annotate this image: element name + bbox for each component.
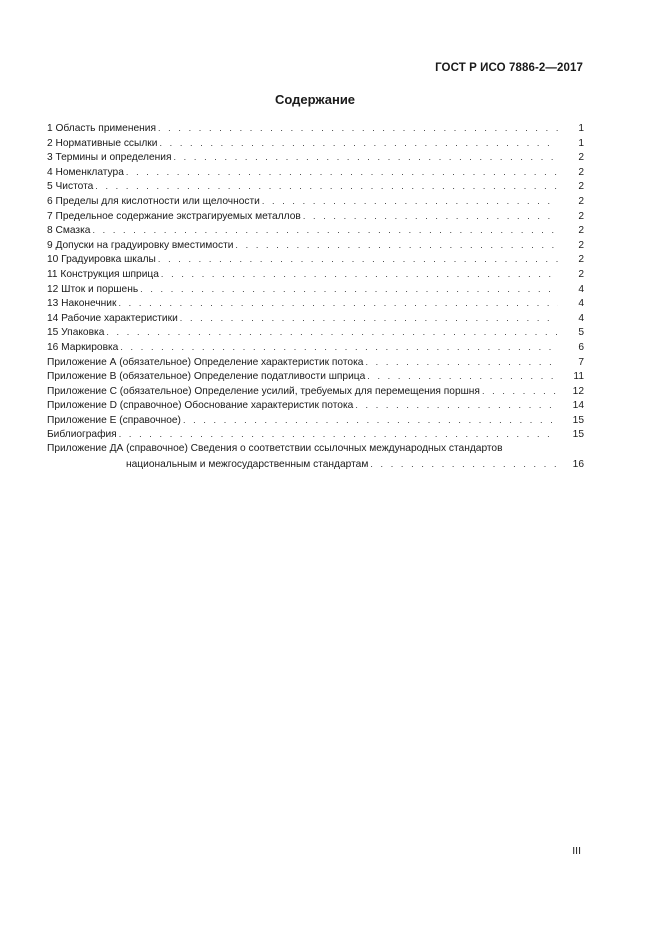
toc-entry-page: 2 (578, 225, 584, 237)
toc-entry (47, 179, 584, 194)
toc-entry-page: 1 (578, 123, 584, 134)
toc-entry-page: 1 (578, 137, 584, 149)
toc-leader-dots (262, 194, 558, 209)
toc-entry-title: 14 Рабочие характеристики (47, 312, 178, 324)
toc-entry-title: 13 Наконечник (47, 298, 117, 310)
toc-leader-dots (106, 325, 558, 340)
toc-entry-page: 2 (578, 152, 584, 164)
toc-entry-page: 16 (572, 458, 584, 470)
toc-leader-dots (482, 384, 558, 399)
toc-leader-dots (355, 398, 558, 413)
toc-entry-title: 9 Допуски на градуировку вместимости (47, 239, 234, 251)
toc-leader-dots (120, 340, 558, 355)
toc-entry (47, 398, 584, 413)
toc-entry-title: Приложение ДА (справочное) Сведения о соответствии ссылочных международных стандартов (47, 443, 503, 455)
toc-entry-title: 8 Смазка (47, 225, 91, 237)
toc-leader-dots (303, 209, 558, 224)
toc-entry-page: 6 (578, 341, 584, 353)
toc-entry (47, 325, 584, 340)
toc-entry-page: 11 (573, 371, 584, 383)
toc-entry-title: национальным и межгосударственным стандартам (126, 458, 369, 470)
toc-entry (47, 209, 584, 224)
toc-entry-title: 5 Чистота (47, 181, 94, 193)
toc-entry-page: 2 (578, 181, 584, 193)
toc-entry-page: 14 (572, 400, 584, 412)
toc-entry (47, 194, 584, 209)
toc-entry-title: Приложение А (обязательное) Определение характеристик потока (47, 356, 364, 368)
toc-leader-dots (126, 165, 558, 180)
toc-entry-title: 6 Пределы для кислотности или щелочности (47, 195, 260, 207)
toc-entry-annex-da-line1 (47, 442, 584, 457)
toc-entry-title: Приложение D (справочное) Обоснование характеристик потока (47, 400, 354, 412)
toc-entry-page: 2 (578, 254, 584, 266)
toc-entry (47, 136, 584, 151)
toc-leader-dots (235, 238, 558, 253)
toc-entry-title: 2 Нормативные ссылки (47, 137, 158, 149)
toc-entry-title: 11 Конструкция шприца (47, 268, 159, 280)
toc-entry-title: Приложение С (обязательное) Определение усилий, требуемых для перемещения поршня (47, 385, 480, 397)
toc-entry-page: 2 (578, 239, 584, 251)
toc-leader-dots (95, 179, 558, 194)
toc-entry (47, 311, 584, 326)
toc-entry-title: 7 Предельное содержание экстрагируемых металлов (47, 210, 301, 222)
toc-entry-title: 1 Область применения (47, 123, 156, 134)
toc-entry-page: 15 (572, 429, 584, 441)
toc-entry-page: 15 (572, 414, 584, 426)
page-number: III (572, 845, 581, 857)
toc-leader-dots (365, 355, 558, 370)
toc-leader-dots (119, 427, 558, 442)
toc-leader-dots (140, 282, 558, 297)
toc-entry-page: 12 (572, 385, 584, 397)
toc-entry-page: 2 (578, 166, 584, 178)
toc-entry (47, 355, 584, 370)
toc-entry-page: 2 (578, 195, 584, 207)
toc-entry-title: 16 Маркировка (47, 341, 119, 353)
toc-entry-title: Библиография (47, 429, 117, 441)
toc-entry-page: 4 (578, 283, 584, 295)
toc-entry (47, 252, 584, 267)
toc-entry (47, 223, 584, 238)
toc-entry-page: 2 (578, 268, 584, 280)
toc-entry (47, 384, 584, 399)
toc-leader-dots (173, 150, 558, 165)
toc-entry-page: 7 (578, 356, 584, 368)
toc-entry-title: 12 Шток и поршень (47, 283, 139, 295)
toc-entry (47, 165, 584, 180)
toc-entry-page: 4 (578, 298, 584, 310)
toc-entry-title: Приложение В (обязательное) Определение податливости шприца (47, 371, 366, 383)
page-title: Содержание (274, 92, 356, 107)
toc-leader-dots (158, 121, 558, 136)
toc-leader-dots (183, 413, 558, 428)
toc-entry (47, 413, 584, 428)
toc-entry-page: 2 (578, 210, 584, 222)
toc-entry (47, 296, 584, 311)
toc-entry-page: 4 (578, 312, 584, 324)
toc-entry (47, 267, 584, 282)
toc-entry (47, 340, 584, 355)
toc-leader-dots (158, 252, 558, 267)
toc-entry-title: Приложение Е (справочное) (47, 414, 181, 426)
toc-leader-dots (367, 369, 558, 384)
toc-entry-title: 15 Упаковка (47, 327, 105, 339)
toc-leader-dots (159, 136, 558, 151)
toc-leader-dots (370, 457, 558, 472)
toc-entry-title: 4 Номенклатура (47, 166, 124, 178)
toc-entry-title: 10 Градуировка шкалы (47, 254, 156, 266)
toc-entry (47, 121, 584, 136)
table-of-contents (47, 121, 584, 471)
toc-entry (47, 282, 584, 297)
toc-entry (47, 238, 584, 253)
toc-entry-title: 3 Термины и определения (47, 152, 172, 164)
toc-entry (47, 427, 584, 442)
toc-entry (47, 369, 584, 384)
document-code: ГОСТ Р ИСО 7886-2—2017 (435, 62, 583, 74)
toc-entry-page: 5 (578, 327, 584, 339)
toc-leader-dots (161, 267, 558, 282)
toc-entry (47, 150, 584, 165)
toc-entry-annex-da-line2 (47, 457, 584, 472)
toc-leader-dots (92, 223, 558, 238)
toc-leader-dots (118, 296, 558, 311)
toc-leader-dots (180, 311, 558, 326)
